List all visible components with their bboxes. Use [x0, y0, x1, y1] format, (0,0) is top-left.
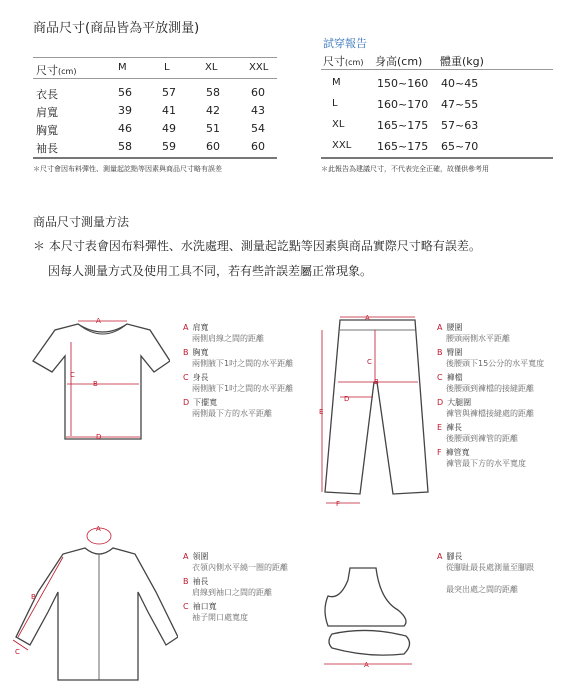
legend-item — [437, 372, 567, 394]
size-cell: 59 — [162, 140, 176, 153]
trial-cell-weight: 65~70 — [441, 140, 479, 153]
legend-name: 臀圍 — [446, 348, 463, 357]
trial-col-size: 尺寸(cm) — [323, 55, 364, 68]
svg-text:D: D — [96, 433, 102, 441]
legend-name: 肩寬 — [192, 323, 209, 332]
legend-item — [183, 347, 308, 369]
legend-key: C — [183, 373, 189, 382]
trial-cell-height: 160~170 — [377, 98, 429, 111]
trial-cell-size: XXL — [332, 140, 352, 151]
pants-legend — [437, 322, 567, 472]
size-cell: 60 — [251, 140, 265, 153]
legend-desc: 兩側腋下1吋之間的水平距離 — [192, 359, 294, 368]
trial-cell-weight: 57~63 — [441, 119, 479, 132]
trial-cell-size: L — [332, 98, 338, 109]
legend-name: 胸寬 — [192, 348, 209, 357]
trial-col-weight: 體重(kg) — [440, 55, 484, 68]
trial-cell-height: 165~175 — [377, 119, 429, 132]
svg-text:B: B — [31, 593, 36, 601]
legend-desc: 最突出處之間的距離 — [446, 585, 518, 594]
shirt-diagram — [8, 522, 178, 682]
size-table-note: ＊尺寸會因布料彈性、測量起訖點等因素與商品尺寸略有誤差 — [33, 165, 222, 173]
legend-item — [183, 372, 308, 394]
shirt-legend — [183, 551, 308, 626]
trial-report-title: 試穿報告 — [323, 37, 367, 50]
size-cell: 42 — [206, 104, 220, 117]
legend-key: B — [437, 348, 443, 357]
legend-name: 褲檔 — [446, 373, 463, 382]
legend-desc: 袖子開口處寬度 — [192, 613, 248, 622]
legend-name: 袖口寬 — [192, 602, 217, 611]
size-col-xl: XL — [205, 62, 218, 73]
size-cell: 43 — [251, 104, 265, 117]
legend-desc: 肩線到袖口之間的距離 — [192, 588, 272, 597]
tshirt-diagram — [30, 314, 170, 444]
legend-item — [437, 347, 567, 369]
size-cell: 54 — [251, 122, 265, 135]
svg-text:C: C — [15, 648, 20, 656]
legend-desc: 後腰頭下15公分的水平寬度 — [446, 359, 545, 368]
trial-col-height: 身高(cm) — [375, 55, 423, 68]
size-row-label: 袖長 — [36, 142, 58, 155]
svg-text:F: F — [336, 500, 341, 508]
trial-cell-size: XL — [332, 119, 345, 130]
legend-key: A — [183, 323, 189, 332]
size-row-label: 胸寬 — [36, 124, 58, 137]
size-header-label: 尺寸(cm) — [36, 64, 77, 77]
legend-name: 領圍 — [192, 552, 209, 561]
size-cell: 56 — [118, 86, 132, 99]
legend-name: 大腿圍 — [447, 398, 472, 407]
legend-item — [437, 573, 567, 595]
legend-desc: 褲管最下方的水平寬度 — [446, 459, 526, 468]
legend-item — [437, 322, 567, 344]
trial-cell-weight: 47~55 — [441, 98, 479, 111]
size-col-l: L — [164, 62, 170, 73]
svg-text:B: B — [93, 380, 98, 388]
trial-cell-height: 150~160 — [377, 77, 429, 90]
size-cell: 58 — [118, 140, 132, 153]
method-line-1: ＊ 本尺寸表會因布料彈性、水洗處理、測量起訖點等因素與商品實際尺寸略有誤差。 — [33, 239, 481, 253]
legend-desc: 褲管與褲檔接縫處的距離 — [446, 409, 534, 418]
legend-key: D — [437, 398, 444, 407]
legend-key: A — [183, 552, 189, 561]
legend-desc: 腰頭兩側水平距離 — [446, 334, 510, 343]
trial-cell-weight: 40~45 — [441, 77, 479, 90]
size-cell: 41 — [162, 104, 176, 117]
legend-key: B — [183, 348, 189, 357]
legend-item — [437, 422, 567, 444]
svg-text:C: C — [367, 358, 372, 366]
size-cell: 46 — [118, 122, 132, 135]
size-table-title: 商品尺寸(商品皆為平放測量) — [33, 21, 200, 36]
legend-key: A — [437, 552, 443, 561]
size-col-xxl: XXL — [249, 62, 269, 73]
legend-name: 褲管寬 — [445, 448, 470, 457]
size-cell: 51 — [206, 122, 220, 135]
legend-name — [437, 574, 441, 583]
trial-cell-size: M — [332, 77, 341, 88]
trial-report-note: ＊此報告為建議尺寸，不代表完全正確，故僅供參考用 — [321, 165, 489, 173]
foot-legend — [437, 551, 567, 595]
size-row-label: 肩寬 — [36, 106, 58, 119]
trial-cell-height: 165~175 — [377, 140, 429, 153]
legend-name: 褲長 — [446, 423, 463, 432]
legend-key: A — [437, 323, 443, 332]
legend-item — [183, 551, 308, 573]
legend-key: C — [437, 373, 443, 382]
legend-item — [183, 397, 308, 419]
legend-desc: 從腳趾最長處測量至腳跟 — [446, 563, 534, 572]
svg-text:A: A — [96, 525, 101, 533]
legend-name: 腰圍 — [446, 323, 463, 332]
legend-item — [437, 447, 567, 469]
legend-name: 身長 — [192, 373, 209, 382]
legend-desc: 後腰頭到褲管的距離 — [446, 434, 518, 443]
legend-item — [183, 576, 308, 598]
legend-key: D — [183, 398, 190, 407]
legend-item — [437, 397, 567, 419]
legend-name: 腳長 — [446, 552, 463, 561]
size-row-label: 衣長 — [36, 88, 58, 101]
legend-key: F — [437, 448, 442, 457]
legend-desc: 後腰頭到褲檔的接縫距離 — [446, 384, 534, 393]
legend-desc: 兩側最下方的水平距離 — [192, 409, 272, 418]
legend-desc: 兩側腋下1吋之間的水平距離 — [192, 384, 294, 393]
svg-text:A: A — [364, 661, 369, 669]
size-cell: 60 — [251, 86, 265, 99]
pants-diagram — [318, 312, 433, 512]
svg-text:E: E — [319, 408, 324, 416]
legend-key: C — [183, 602, 189, 611]
foot-diagram — [318, 560, 418, 680]
size-cell: 39 — [118, 104, 132, 117]
legend-item — [183, 322, 308, 344]
legend-name: 下擺寬 — [193, 398, 218, 407]
method-line-2: 因每人測量方式及使用工具不同，若有些許誤差屬正常現象。 — [48, 264, 373, 278]
legend-key: E — [437, 423, 443, 432]
size-cell: 49 — [162, 122, 176, 135]
svg-text:A: A — [96, 317, 101, 325]
size-cell: 60 — [206, 140, 220, 153]
tshirt-legend — [183, 322, 308, 422]
legend-key: B — [183, 577, 189, 586]
svg-text:C: C — [70, 371, 75, 379]
legend-desc: 兩側肩線之間的距離 — [192, 334, 264, 343]
size-col-m: M — [118, 62, 127, 73]
svg-text:D: D — [344, 395, 350, 403]
svg-text:A: A — [365, 314, 370, 322]
legend-item — [437, 551, 567, 573]
legend-item — [183, 601, 308, 623]
legend-name: 袖長 — [192, 577, 209, 586]
size-cell: 58 — [206, 86, 220, 99]
size-cell: 57 — [162, 86, 176, 99]
method-title: 商品尺寸測量方法 — [33, 215, 130, 229]
legend-desc: 衣領內側水平繞一圈的距離 — [192, 563, 288, 572]
svg-text:B: B — [374, 378, 379, 386]
